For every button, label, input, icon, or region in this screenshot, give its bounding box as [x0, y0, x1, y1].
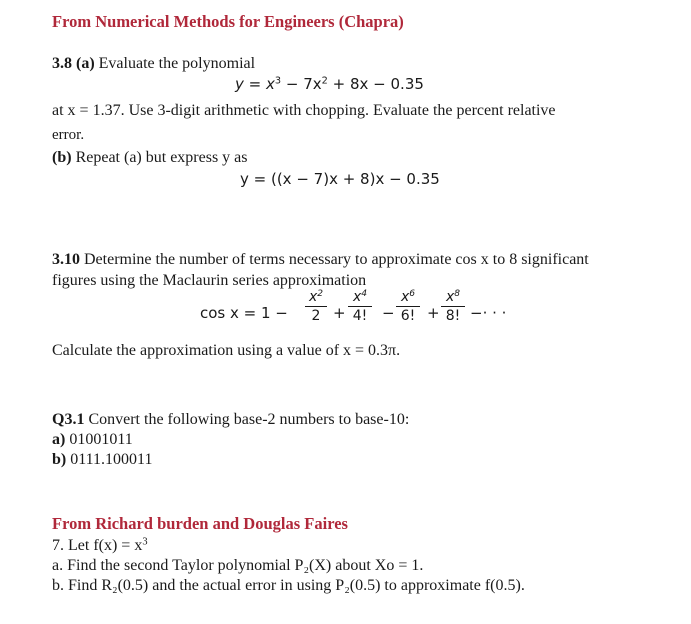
term1-exp: 2: [317, 289, 324, 299]
op-plus-2: +: [427, 304, 440, 322]
term1-den: 2: [311, 308, 321, 324]
problem-3-10-line3: Calculate the approximation using a value of x = 0.3π.: [52, 342, 401, 359]
q3-1-b-label: b): [52, 451, 67, 468]
problem-3-10-line2: figures using the Maclaurin series approximation: [52, 272, 367, 289]
term1-num: x: [308, 289, 318, 305]
problem-7-b: b. Find R₂(0.5) and the actual error in using P₂(0.5) to approximate f(0.5).: [52, 577, 525, 594]
problem-3-8-line3: error.: [52, 127, 85, 143]
series-lhs: cos x = 1 −: [200, 304, 288, 322]
term-x2-over-2: [305, 289, 327, 324]
term3-exp: 6: [409, 289, 416, 299]
term4-num: x: [445, 289, 455, 305]
nested-equation: y = ((x − 7)x + 8)x − 0.35: [240, 170, 440, 188]
problem-3-8-part-b: [52, 150, 248, 166]
problem-3-10-label: 3.10: [52, 251, 80, 268]
problem-3-8-text: Evaluate the polynomial: [98, 55, 256, 72]
problem-3-8-line1: [52, 56, 255, 72]
problem-7-exp: 3: [142, 536, 148, 548]
op-minus-ellipsis: −· · ·: [470, 304, 507, 322]
problem-7-intro-text: 7. Let f(x) = x: [52, 537, 143, 554]
term-x8-over-8fact: [441, 289, 465, 324]
problem-3-8-label: 3.8 (a): [52, 55, 95, 72]
q3-1-text: Convert the following base-2 numbers to base-10:: [88, 411, 410, 428]
q3-1-a-label: a): [52, 431, 66, 448]
q3-1-a: [52, 432, 133, 448]
eq-lhs: y: [235, 75, 244, 93]
op-minus-1: −: [382, 304, 395, 322]
eq-x: x: [266, 75, 275, 93]
q3-1-line: [52, 412, 409, 428]
term3-num: x: [400, 289, 410, 305]
q3-1-b: [52, 452, 152, 468]
eq-exp-3: 3: [274, 75, 282, 87]
section-heading-burden-faires: From Richard burden and Douglas Faires: [52, 514, 348, 533]
term3-den: 6!: [400, 308, 416, 324]
term2-exp: 4: [361, 289, 368, 299]
q3-1-b-value: 0111.100011: [70, 451, 153, 468]
part-b-text: Repeat (a) but express y as: [75, 149, 248, 166]
part-b-label: (b): [52, 149, 72, 166]
problem-3-10-line1: [52, 252, 589, 268]
term-x4-over-4fact: [348, 289, 372, 324]
eq-tail: + 8x − 0.35: [327, 75, 424, 93]
polynomial-equation: $y = x^3 - 7x^2 + 8x - 0.35$: [235, 75, 424, 93]
problem-7-a: a. Find the second Taylor polynomial P₂(X) about Xo = 1.: [52, 557, 424, 574]
term4-den: 8!: [445, 308, 461, 324]
problem-3-8-line2: at x = 1.37. Use 3-digit arithmetic with chopping. Evaluate the percent relative: [52, 102, 556, 119]
term2-num: x: [352, 289, 362, 305]
eq-term-2: − 7x: [281, 75, 322, 93]
section-heading-chapra: From Numerical Methods for Engineers (Chapra): [52, 12, 404, 31]
eq-exp-2: 2: [321, 75, 328, 87]
q3-1-a-value: 01001011: [69, 431, 133, 448]
term-x6-over-6fact: [396, 289, 420, 324]
problem-7-intro: [52, 538, 148, 554]
term2-den: 4!: [352, 308, 368, 324]
op-plus-1: +: [333, 304, 346, 322]
q3-1-label: Q3.1: [52, 411, 85, 428]
problem-3-10-text: Determine the number of terms necessary to approximate cos x to 8 significant: [84, 251, 589, 268]
term4-exp: 8: [454, 289, 461, 299]
